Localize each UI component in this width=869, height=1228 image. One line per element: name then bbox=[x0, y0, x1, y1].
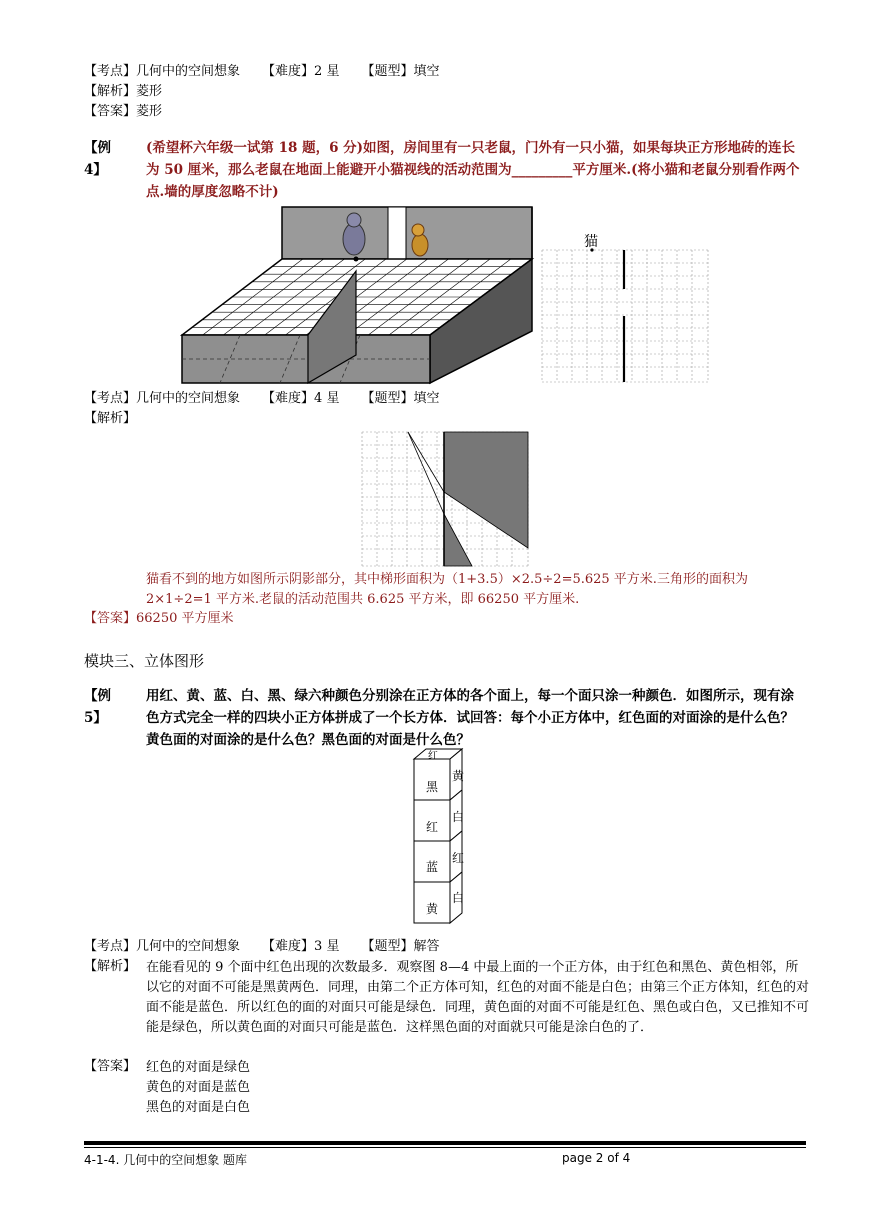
jiexi-tag: 【解析】 bbox=[84, 411, 137, 426]
kaodian-value: 几何中的空间想象 bbox=[136, 64, 241, 79]
kaodian-tag: 【考点】 bbox=[84, 939, 137, 954]
page-number: page 2 of 4 bbox=[562, 1151, 631, 1165]
example-5-question: 用红、黄、蓝、白、黑、绿六种颜色分别涂在正方体的各个面上，每一个面只涂一种颜色．如图所示，现有涂色方式完全一样的四块小正方体拼成了一个长方体．试回答：每个小正方体中，红色面的对面涂的是什么色？黄色面的对面涂的是什么色？黑色面的对面是什么色？ bbox=[146, 688, 794, 748]
answer-line: 黑色的对面是白色 bbox=[146, 1100, 251, 1115]
footer-rule-thin bbox=[84, 1147, 806, 1148]
shadow-solution-grid bbox=[360, 430, 530, 570]
cube-side-label: 白 bbox=[452, 891, 465, 905]
tixing-tag: 【题型】 bbox=[361, 391, 414, 406]
tixing-value: 填空 bbox=[413, 64, 440, 79]
ex4-solution: 猫看不到的地方如图所示阴影部分，其中梯形面积为（1+3.5）×2.5÷2=5.625 平方米.三角形的面积为2×1÷2=1 平方米.老鼠的活动范围共 6.625 平方米，即 66250 平方厘米. bbox=[146, 572, 748, 607]
ex5-jiexi: 在能看见的 9 个面中红色出现的次数最多．观察图 8—4 中最上面的一个正方体，由于红色和黑色、黄色相邻，所以它的对面不可能是黑黄两色．同理，由第二个正方体可知，红色的对面不能是白色；由第三个正方体知，红色的对面不能是蓝色．所以红色的面的对面只可能是绿色．同理，黄色面的对面不可能是红色、黑色或白色，又已推知不可能是绿色，所以黄色面的对面只可能是蓝色．这样黑色面的对面就只可能是涂白色的了． bbox=[146, 960, 810, 1035]
tixing-tag: 【题型】 bbox=[361, 64, 414, 79]
answer-text: 菱形 bbox=[136, 104, 163, 119]
section-title: 模块三、立体图形 bbox=[84, 652, 205, 670]
cube-side-label: 白 bbox=[452, 810, 465, 824]
footer-title: 4-1-4. 几何中的空间想象 题库 bbox=[84, 1153, 248, 1167]
cube-front-label: 红 bbox=[426, 820, 439, 834]
jiexi-text: 菱形 bbox=[136, 84, 163, 99]
ex5-meta-row bbox=[84, 938, 439, 956]
nandu-tag: 【难度】 bbox=[262, 391, 315, 406]
cat-point bbox=[354, 257, 359, 262]
answer-row bbox=[84, 103, 162, 121]
jiexi-tag: 【解析】 bbox=[84, 959, 137, 974]
answer-text: 66250 平方厘米 bbox=[136, 611, 234, 626]
cat-label: 猫 bbox=[584, 234, 598, 250]
ex5-answers bbox=[146, 1058, 250, 1118]
cube-front-label: 蓝 bbox=[426, 860, 439, 874]
answer-tag: 【答案】 bbox=[84, 1059, 137, 1074]
top-view-grid bbox=[540, 232, 712, 388]
nandu-tag: 【难度】 bbox=[262, 64, 315, 79]
nandu-tag: 【难度】 bbox=[262, 939, 315, 954]
ex5-jiexi-tag-row bbox=[84, 958, 136, 976]
example-4-question: (希望杯六年级一试第 18 题，6 分)如图，房间里有一只老鼠，门外有一只小猫，如果每块正方形地砖的连长为 50 厘米，那么老鼠在地面上能避开小猫视线的活动范围为_________平方厘米.(将小猫和老鼠分别看作两个点.墙的厚度忽略不计) bbox=[146, 140, 800, 200]
ex4-meta-row bbox=[84, 390, 439, 408]
nandu-value: 3 星 bbox=[314, 939, 340, 954]
cube-front-label: 黑 bbox=[426, 780, 439, 794]
footer-rule-thick bbox=[84, 1141, 806, 1145]
kaodian-tag: 【考点】 bbox=[84, 64, 137, 79]
ex5-answer-tag-row bbox=[84, 1058, 136, 1076]
answer-line: 黄色的对面是蓝色 bbox=[146, 1080, 251, 1095]
answer-tag: 【答案】 bbox=[84, 611, 137, 626]
example-4-tag: 【例 4】 bbox=[84, 140, 111, 178]
tixing-value: 解答 bbox=[413, 939, 440, 954]
room-3d-figure bbox=[180, 205, 540, 385]
answer-line: 红色的对面是绿色 bbox=[146, 1060, 251, 1075]
jiexi-tag: 【解析】 bbox=[84, 84, 137, 99]
answer-tag: 【答案】 bbox=[84, 104, 137, 119]
example-5-tag: 【例 5】 bbox=[84, 688, 111, 726]
tixing-tag: 【题型】 bbox=[361, 939, 414, 954]
ex4-answer-row bbox=[84, 610, 234, 628]
kaodian-tag: 【考点】 bbox=[84, 391, 137, 406]
cube-front-label: 黄 bbox=[426, 902, 439, 916]
meta-row bbox=[84, 63, 439, 81]
nandu-value: 2 星 bbox=[314, 64, 340, 79]
ex4-jiexi-row bbox=[84, 410, 136, 428]
kaodian-value: 几何中的空间想象 bbox=[136, 391, 241, 406]
cube-side-label: 黄 bbox=[452, 769, 465, 783]
nandu-value: 4 星 bbox=[314, 391, 340, 406]
kaodian-value: 几何中的空间想象 bbox=[136, 939, 241, 954]
cube-top-label: 红 bbox=[428, 751, 438, 762]
tixing-value: 填空 bbox=[413, 391, 440, 406]
cube-side-label: 红 bbox=[452, 851, 465, 865]
jiexi-row bbox=[84, 83, 162, 101]
